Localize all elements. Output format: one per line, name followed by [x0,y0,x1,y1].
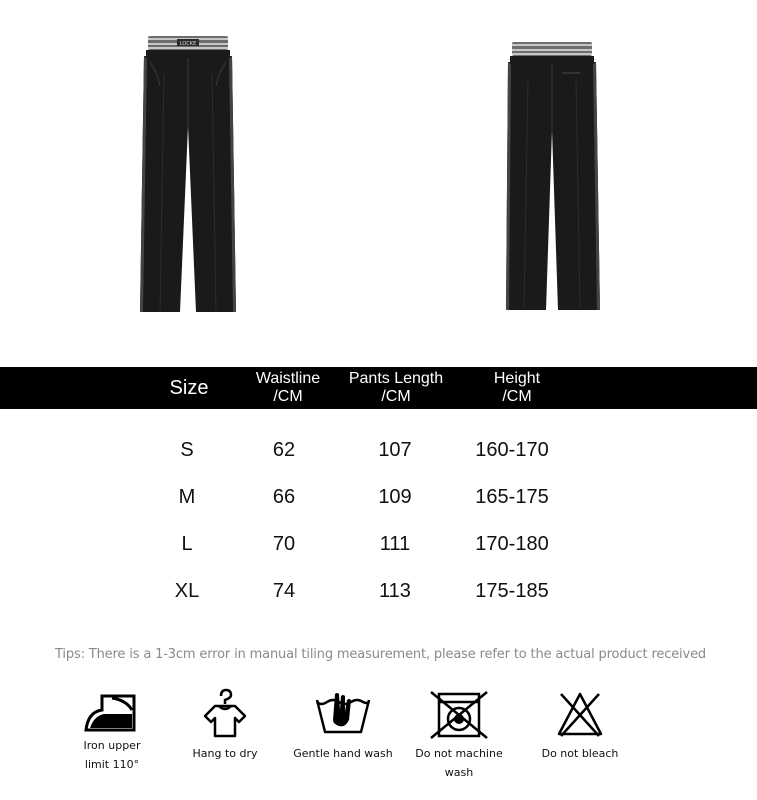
hand-wash-icon [313,690,373,738]
cell-height: 160-170 [475,439,549,461]
care-hang-dry [183,688,267,763]
no-bleach-icon [555,690,605,740]
header-length-label: Pants Length [348,370,444,387]
header-waistline [238,367,338,409]
waistband-logo: LOCKE [179,41,197,47]
cell-waistline: 66 [272,486,296,508]
pants-back-image [500,40,604,316]
table-row [0,533,757,563]
care-no-machine-wash-label: Do not machine wash [415,747,503,779]
cell-waistline: 62 [272,439,296,461]
cell-size: M [178,486,196,508]
care-no-bleach-label: Do not bleach [541,747,619,760]
cell-size: XL [174,580,200,602]
cell-height: 165-175 [475,486,549,508]
no-machine-wash-icon [429,690,489,740]
iron-icon [82,690,142,736]
cell-length: 111 [379,533,411,555]
care-iron-label-1: Iron upper [83,739,141,752]
tips-text: Tips: There is a 1-3cm error in manual tiling measurement, please refer to the actual product received [55,647,707,662]
header-height-unit: /CM [502,388,532,405]
cell-waistline: 70 [272,533,296,555]
cell-height: 175-185 [475,580,549,602]
table-row [0,580,757,610]
care-hand-wash-label: Gentle hand wash [293,747,393,760]
header-length-unit: /CM [381,388,411,405]
care-iron-label-2: limit 110° [84,758,140,771]
table-row [0,439,757,469]
care-hang-dry-label: Hang to dry [192,747,258,760]
hanger-shirt-icon [203,688,247,740]
header-pants-length [336,367,456,409]
care-no-bleach [538,690,622,763]
header-height [467,367,567,409]
header-height-label: Height [493,370,541,387]
cell-length: 107 [378,439,412,461]
cell-waistline: 74 [272,580,296,602]
cell-length: 113 [379,580,411,602]
care-hand-wash [293,690,393,763]
header-size: Size [169,377,209,399]
cell-height: 170-180 [475,533,549,555]
pants-front-image [130,34,246,318]
cell-length: 109 [378,486,412,508]
care-iron [70,690,154,774]
cell-size: L [181,533,193,555]
care-no-machine-wash [400,690,518,782]
size-table-header [0,367,757,409]
header-waistline-label: Waistline [255,370,321,387]
header-waistline-unit: /CM [273,388,303,405]
cell-size: S [180,439,194,461]
table-row [0,486,757,516]
